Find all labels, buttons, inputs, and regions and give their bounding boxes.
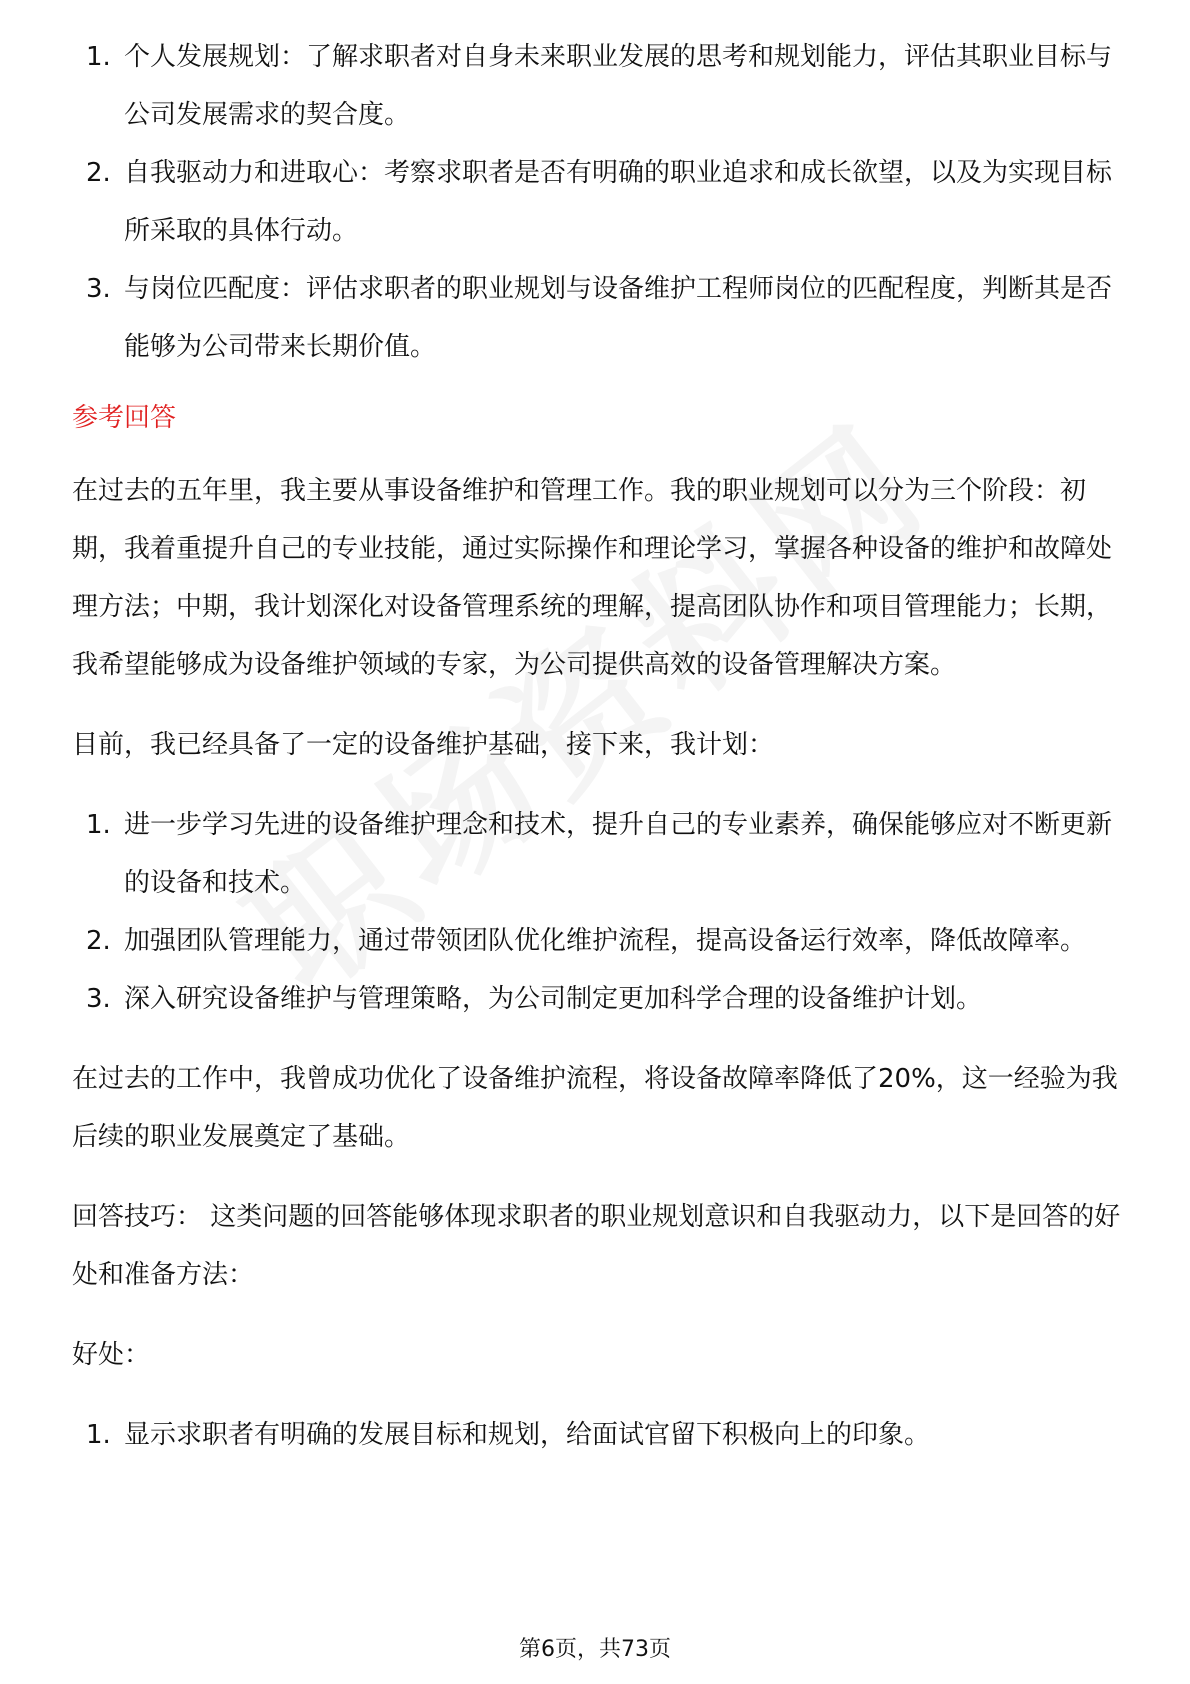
list-item xyxy=(72,28,1122,144)
benefit-list xyxy=(72,1406,1122,1464)
list-number: 1. xyxy=(86,1420,111,1450)
paragraph-experience: 在过去的工作中，我曾成功优化了设备维护流程，将设备故障率降低了20%，这一经验为我后续的职业发展奠定了基础。 xyxy=(72,1064,1118,1152)
page-content xyxy=(72,30,1122,1464)
list-item-text: 自我驱动力和进取心：考察求职者是否有明确的职业追求和成长欲望，以及为实现目标所采取的具体行动。 xyxy=(124,158,1113,246)
list-number: 2. xyxy=(86,158,111,188)
list-item-text: 进一步学习先进的设备维护理念和技术，提升自己的专业素养，确保能够应对不断更新的设备和技术。 xyxy=(124,810,1113,898)
list-item xyxy=(72,144,1122,260)
list-item xyxy=(72,796,1122,912)
list-item xyxy=(72,1406,1122,1464)
list-number: 1. xyxy=(86,810,111,840)
paragraph-benefits-heading: 好处： xyxy=(72,1340,151,1370)
list-item-text: 个人发展规划：了解求职者对自身未来职业发展的思考和规划能力，评估其职业目标与公司发展需求的契合度。 xyxy=(124,42,1113,130)
paragraph-career-plan: 在过去的五年里，我主要从事设备维护和管理工作。我的职业规划可以分为三个阶段：初期，我着重提升自己的专业技能，通过实际操作和理论学习，掌握各种设备的维护和故障处理方法；中期，我计划深化对设备管理系统的理解，提高团队协作和项目管理能力；长期，我希望能够成为设备维护领域的专家，为公司提供高效的设备管理解决方案。 xyxy=(72,476,1113,680)
plan-list xyxy=(72,796,1122,1028)
list-item-text: 显示求职者有明确的发展目标和规划，给面试官留下积极向上的印象。 xyxy=(124,1420,931,1450)
list-item-text: 加强团队管理能力，通过带领团队优化维护流程，提高设备运行效率，降低故障率。 xyxy=(124,926,1087,956)
section-title-reference-answer: 参考回答 xyxy=(72,403,177,433)
list-item-text: 深入研究设备维护与管理策略，为公司制定更加科学合理的设备维护计划。 xyxy=(124,984,983,1014)
list-number: 3. xyxy=(86,984,111,1014)
list-item xyxy=(72,260,1122,376)
list-number: 1. xyxy=(86,42,111,72)
evaluation-points-list xyxy=(72,28,1122,376)
list-number: 3. xyxy=(86,274,111,304)
paragraph-answer-tips: 回答技巧： 这类问题的回答能够体现求职者的职业规划意识和自我驱动力，以下是回答的好处和准备方法： xyxy=(72,1202,1121,1290)
page-number-footer: 第6页，共73页 xyxy=(519,1637,671,1662)
list-item xyxy=(72,970,1122,1028)
paragraph-current-plan: 目前，我已经具备了一定的设备维护基础，接下来，我计划： xyxy=(72,730,775,760)
list-item xyxy=(72,912,1122,970)
list-item-text: 与岗位匹配度：评估求职者的职业规划与设备维护工程师岗位的匹配程度，判断其是否能够为公司带来长期价值。 xyxy=(124,274,1113,362)
list-number: 2. xyxy=(86,926,111,956)
